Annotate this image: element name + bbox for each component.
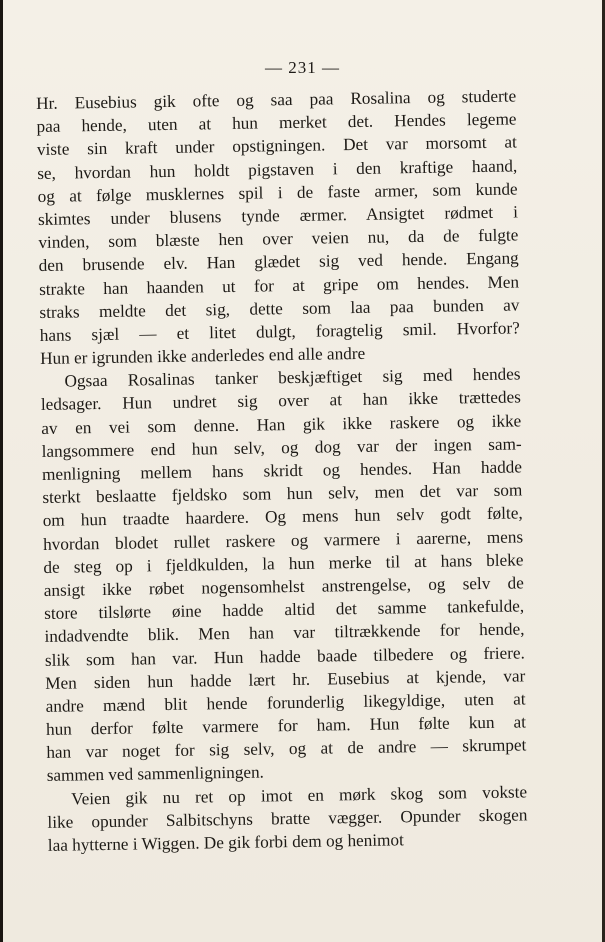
text-line: og at følge musklernes spil i de faste armer, som kunde xyxy=(37,179,518,206)
text-line: skimtes under blusens tynde ærmer. Ansigtet rødmet i xyxy=(37,202,519,229)
text-line: hvordan blodet rullet raskere og varmere i aarerne, mens xyxy=(42,526,524,554)
text-line: indadvendte blik. Men han var tiltrækkende for hende, xyxy=(44,619,525,647)
text-line: se, hvordan hun holdt pigstaven i den kraftige haand, xyxy=(37,156,518,183)
page-number: — 231 — xyxy=(265,58,340,77)
text-line: like opunder Salbitschyns bratte vægger. Opunder skogen xyxy=(47,805,528,832)
text-line: Hr. Eusebius gik ofte og saa paa Rosalina og studerte xyxy=(36,86,517,113)
paragraph xyxy=(47,780,528,857)
text-line: viste sin kraft under opstigningen. Det var morsomt at xyxy=(36,132,517,160)
text-line: andre mænd blit hende forunderlig likegyldige, uten at xyxy=(45,689,526,716)
text-line: ansigt ikke røbet nogensomhelst anstrengelse, og selv de xyxy=(43,573,524,600)
text-line: paa hende, uten at hun merket det. Hendes legeme xyxy=(36,109,517,137)
text-line: ledsager. Hun undret sig over at han ikke trættedes xyxy=(40,387,522,415)
paragraph xyxy=(40,363,526,788)
text-line: vinden, som blæste hen over veien nu, da de fulgte xyxy=(38,225,519,253)
text-line: Ogsaa Rosalinas tanker beskjæftiget sig med hendes xyxy=(64,364,521,391)
text-line: slik som han var. Hun hadde baade tilbedere og friere. xyxy=(44,642,526,670)
text-line: menligning mellem hans skridt og hendes. Han hadde xyxy=(41,457,523,484)
text-line: av en vei som denne. Han gik ikke raskere og ikke xyxy=(41,411,522,438)
text-line: han var noget for sig selv, og at de andre — skrumpet xyxy=(46,735,527,763)
paragraph xyxy=(36,84,520,370)
text-line: de steg op i fjeldkulden, la hun merke til at hans bleke xyxy=(43,550,524,577)
text-line: straks meldte det sig, dette som laa paa bunden av xyxy=(39,295,520,322)
page-edge-left xyxy=(0,0,3,942)
text-line: den brusende elv. Han glædet sig ved hende. Engang xyxy=(38,248,519,276)
text-line: hun derfor følte varmere for ham. Hun følte kun at xyxy=(45,712,527,739)
body-text xyxy=(36,84,528,857)
text-line: Men siden hun hadde lært hr. Eusebius at kjende, var xyxy=(45,666,526,693)
text-line: strakte han haanden ut for at gripe om hendes. Men xyxy=(38,271,520,299)
text-line: store tilslørte øine hadde altid det samme tankefulde, xyxy=(44,596,525,624)
text-line: om hun traadte haardere. Og mens hun selv godt følte, xyxy=(42,503,523,531)
text-line: langsommere end hun selv, og dog var der ingen sam- xyxy=(41,434,522,461)
text-line: sterkt beslaatte fjeldsko som hun selv, men det var som xyxy=(42,480,523,508)
text-line: laa hytterne i Wiggen. De gik forbi dem og henimot xyxy=(47,830,404,855)
text-line: Hun er igrunden ikke anderledes end alle andre xyxy=(40,343,366,369)
text-line: Veien gik nu ret op imot en mørk skog som vokste xyxy=(70,781,528,809)
text-line: sammen ved sammenligningen. xyxy=(46,762,265,786)
text-line: hans sjæl — et litet dulgt, foragtelig smil. Hvorfor? xyxy=(39,318,520,345)
